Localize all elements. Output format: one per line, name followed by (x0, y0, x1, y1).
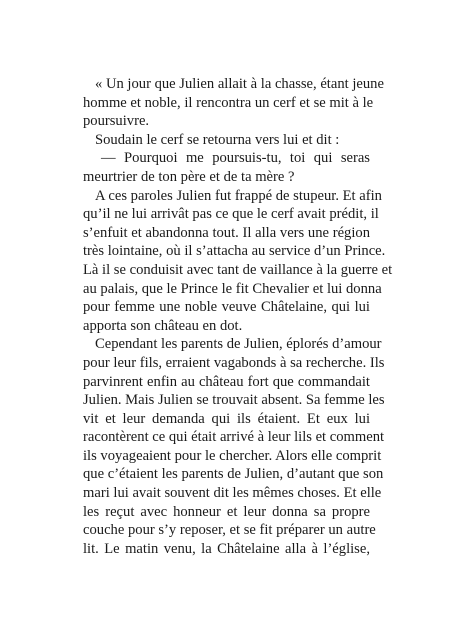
text-line: au palais, que le Prince le fit Chevalier et lui donna (83, 280, 382, 297)
text-line: les reçut avec honneur et leur donna sa propre (83, 503, 370, 520)
text-line: racontèrent ce qui était arrivé à leur lils et comment (83, 429, 385, 446)
text-line: « Un jour que Julien allait à la chasse, étant jeune (95, 76, 384, 92)
text-line: que c’étaient les parents de Julien, d’autant que son (83, 466, 384, 483)
text-line: Soudain le cerf se retourna vers lui et dit : (95, 131, 340, 148)
text-line: vit et leur demanda qui ils étaient. Et eux lui (83, 410, 370, 427)
text-line: Julien. Mais Julien se trouvait absent. Sa femme les (83, 392, 385, 409)
text-line: mari lui avait souvent dit les mêmes choses. Et elle (83, 485, 382, 502)
text-line: poursuivre. (83, 113, 150, 130)
text-line: qu’il ne lui arrivât pas ce que le cerf avait prédit, il (83, 206, 379, 223)
text-line: Là il se conduisit avec tant de vaillance à la guerre et (83, 261, 393, 278)
text-line: lit. Le matin venu, la Châtelaine alla à l’église, (83, 540, 370, 557)
text-line: s’enfuit et abandonna tout. Il alla vers une région (83, 224, 370, 241)
text-line: ils voyageaient pour le chercher. Alors elle comprit (83, 447, 382, 464)
text-line: couche pour s’y reposer, et se fit préparer un autre (83, 522, 376, 539)
text-line: pour femme une noble veuve Châtelaine, qui lui (83, 299, 370, 316)
text-line: très lointaine, où il s’attacha au service d’un Prince. (83, 243, 386, 260)
text-line: — Pourquoi me poursuis-tu, toi qui seras (101, 150, 370, 167)
text-line: Cependant les parents de Julien, éplorés d’amour (95, 336, 382, 353)
text-line: pour leur fils, erraient vagabonds à sa recherche. Ils (83, 354, 385, 371)
text-line: parvinrent enfin au château fort que commandait (83, 373, 370, 390)
text-line: A ces paroles Julien fut frappé de stupeur. Et afin (95, 187, 382, 204)
text-line: homme et noble, il rencontra un cerf et se mit à le (83, 94, 374, 111)
body-text (83, 75, 393, 558)
text-line: apporta son château en dot. (83, 317, 243, 334)
text-line: meurtrier de ton père et de ta mère ? (83, 168, 295, 185)
